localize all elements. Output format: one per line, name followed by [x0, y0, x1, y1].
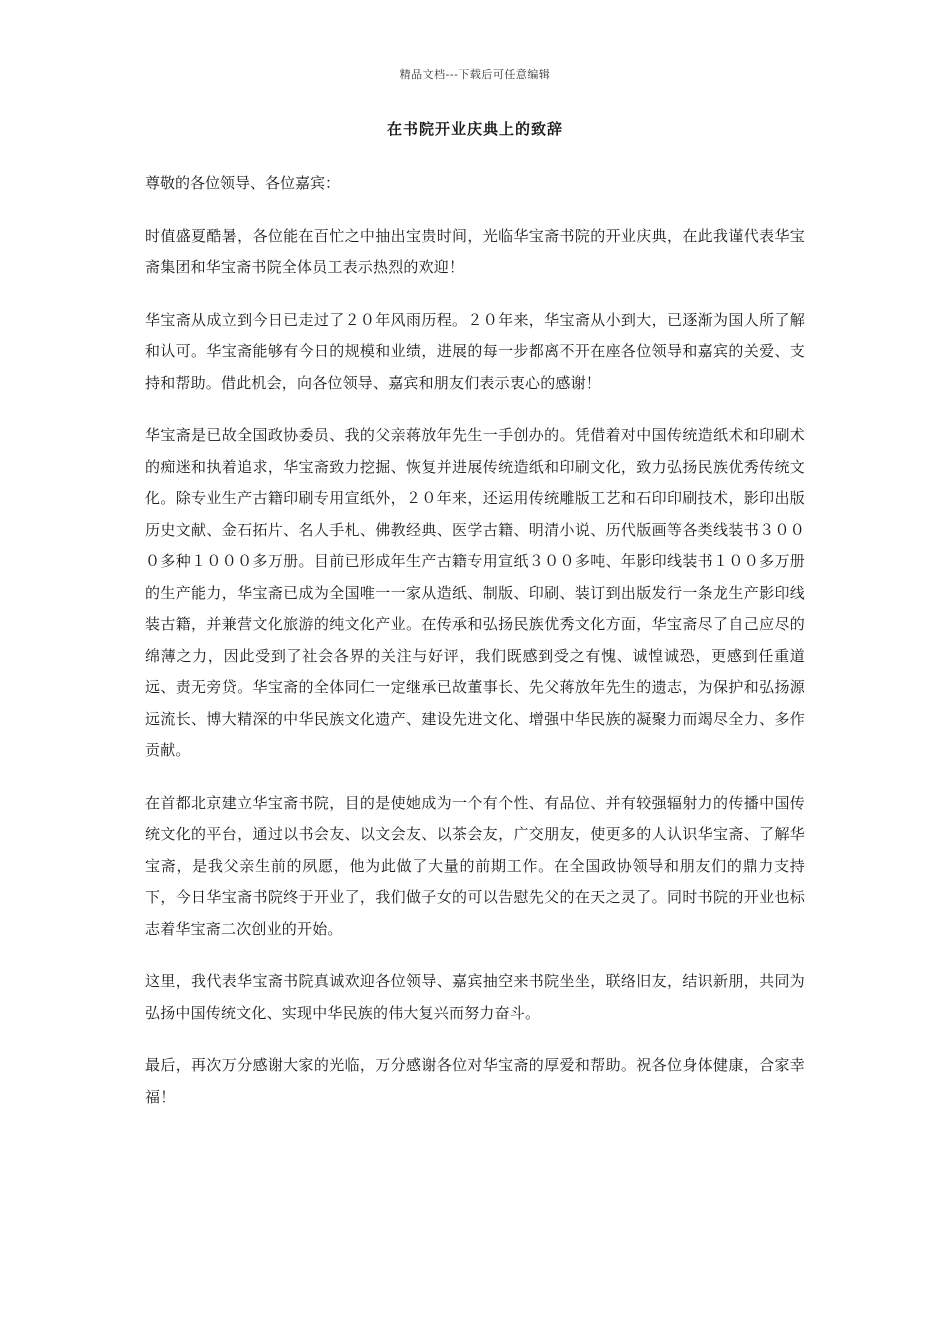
paragraph: 华宝斋是已故全国政协委员、我的父亲蒋放年先生一手创办的。凭借着对中国传统造纸术和印刷术的痴迷和执着追求，华宝斋致力挖掘、恢复并进展传统造纸和印刷文化，致力弘扬民族优秀传统文化。除专业生产古籍印刷专用宣纸外，２０年来，还运用传统雕版工艺和石印印刷技术，影印出版历史文献、金石拓片、名人手札、佛教经典、医学古籍、明清小说、历代版画等各类线装书３０００多种１０００多万册。目前已形成年生产古籍专用宣纸３００多吨、年影印线装书１００多万册的生产能力，华宝斋已成为全国唯一一家从造纸、制版、印刷、装订到出版发行一条龙生产影印线装古籍，并兼营文化旅游的纯文化产业。在传承和弘扬民族优秀文化方面，华宝斋尽了自己应尽的绵薄之力，因此受到了社会各界的关注与好评，我们既感到受之有愧、诚惶诚恐，更感到任重道远、责无旁贷。华宝斋的全体同仁一定继承已故董事长、先父蒋放年先生的遗志，为保护和弘扬源远流长、博大精深的中华民族文化遗产、建设先进文化、增强中华民族的凝聚力而竭尽全力、多作贡献。	[145, 426, 805, 759]
paragraph: 这里，我代表华宝斋书院真诚欢迎各位领导、嘉宾抽空来书院坐坐，联络旧友，结识新朋，共同为弘扬中国传统文化、实现中华民族的伟大复兴而努力奋斗。	[145, 972, 805, 1022]
document-title: 在书院开业庆典上的致辞	[386, 120, 563, 138]
paragraph: 华宝斋从成立到今日已走过了２０年风雨历程。２０年来，华宝斋从小到大，已逐渐为国人所了解和认可。华宝斋能够有今日的规模和业绩，进展的每一步都离不开在座各位领导和嘉宾的关爱、支持和帮助。借此机会，向各位领导、嘉宾和朋友们表示衷心的感谢！	[145, 310, 805, 392]
paragraph: 在首都北京建立华宝斋书院，目的是使她成为一个有个性、有品位、并有较强辐射力的传播中国传统文化的平台，通过以书会友、以文会友、以茶会友，广交朋友，使更多的人认识华宝斋、了解华宝斋，是我父亲生前的夙愿，他为此做了大量的前期工作。在全国政协领导和朋友们的鼎力支持下，今日华宝斋书院终于开业了，我们做子女的可以告慰先父的在天之灵了。同时书院的开业也标志着华宝斋二次创业的开始。	[145, 793, 805, 938]
header-note: 精品文档---下载后可任意编辑	[399, 68, 551, 81]
salutation: 尊敬的各位领导、各位嘉宾：	[145, 174, 341, 192]
paragraph: 时值盛夏酷暑，各位能在百忙之中抽出宝贵时间，光临华宝斋书院的开业庆典，在此我谨代表华宝斋集团和华宝斋书院全体员工表示热烈的欢迎！	[145, 226, 805, 276]
paragraph: 最后，再次万分感谢大家的光临，万分感谢各位对华宝斋的厚爱和帮助。祝各位身体健康，合家幸福！	[145, 1056, 805, 1106]
document-body	[145, 168, 805, 1134]
